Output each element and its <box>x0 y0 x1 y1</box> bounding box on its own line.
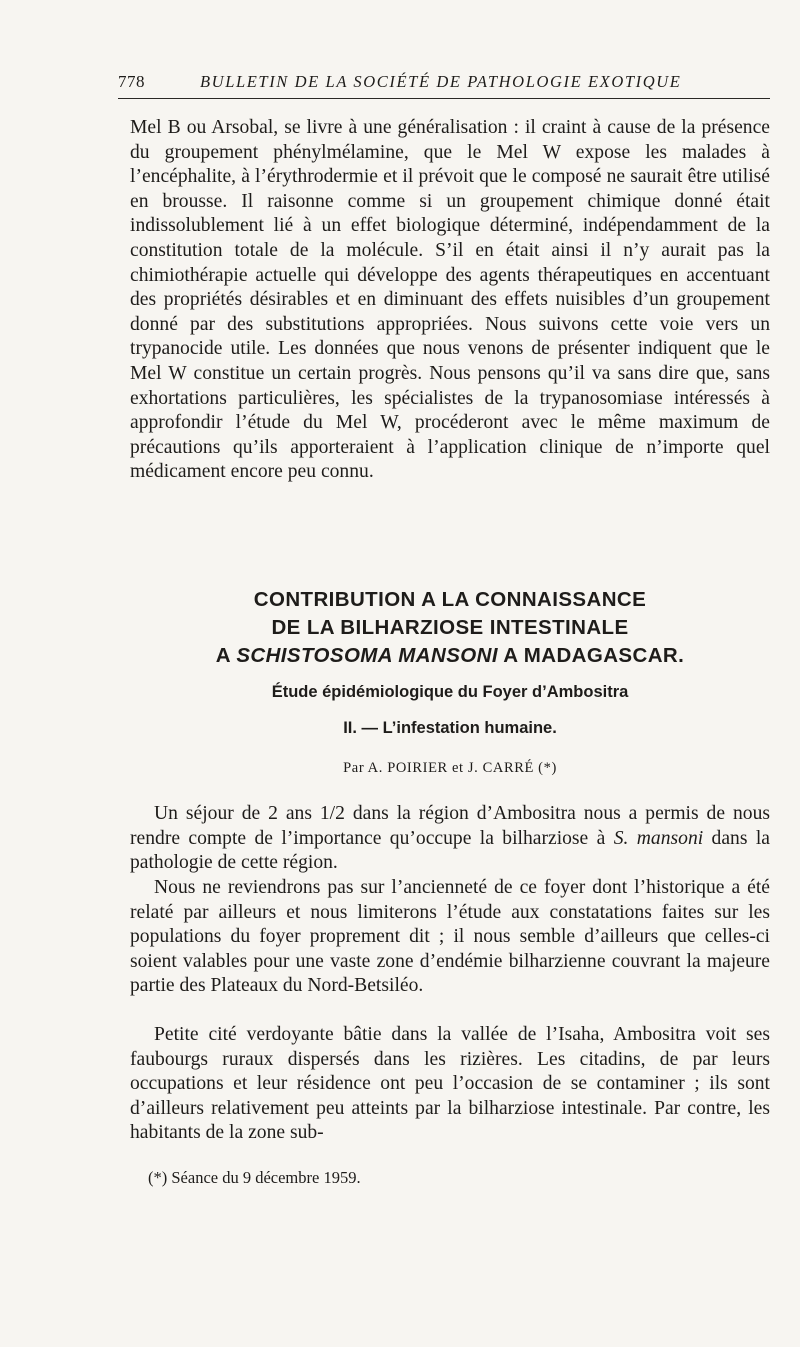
paragraph-1-text-a: Un séjour de 2 ans 1/2 dans la région d’Ambositra nous a permis de nous rendre compte de l’importance qu’occupe la bilharziose à <box>130 803 770 849</box>
continuation-paragraph: Mel B ou Arsobal, se livre à une généralisation : il craint à cause de la présence du groupement phénylmélamine, que le Mel W expose les malades à l’encéphalite, à l’érythrodermie et il prévoit que le composé ne saurait être utilisé en brousse. Il raisonne comme si un groupement chimique donné était indissolublement lié à un effet biologique déterminé, indépendamment de la constitution totale de la molécule. S’il en était ainsi il n’y aurait pas la chimiothérapie actuelle qui développe des agents thérapeutiques en accentuant des propriétés désirables et en diminuant des effets nuisibles d’un groupement donné par des substitutions appropriées. Nous suivons cette voie vers un trypanocide utile. Les données que nous venons de présenter indiquent que le Mel W constitue un certain progrès. Nous pensons qu’il va sans dire que, sans exhortations particulières, les spécialistes de la trypanosomiase intéressés à approfondir l’étude du Mel W, procéderont avec le même maximum de précautions qu’ils apporteraient à l’application clinique de n’importe quel médicament encore peu connu. <box>130 117 770 483</box>
article-part: II. — L’infestation humaine. <box>343 719 557 737</box>
paragraph-1-text-b: dans la pathologie de cette région. <box>130 827 770 874</box>
title-line-3-suffix: A MADAGASCAR. <box>497 644 685 667</box>
article-paragraph-3: Petite cité verdoyante bâtie dans la vallée de l’Isaha, Ambositra voit ses faubourgs ruraux dispersés dans les rizières. Les citadins, de par leurs occupations et leur résidence ont peu l’occasion de se contaminer ; ils sont d’ailleurs relativement peu atteints par la bilharziose intestinale. Par contre, les habitants de la zone sub- <box>130 1024 770 1144</box>
article-title <box>120 586 780 670</box>
species-name: S. mansoni <box>613 827 704 849</box>
title-line-3 <box>120 642 780 670</box>
title-species-name: SCHISTOSOMA MANSONI <box>236 644 498 667</box>
running-header <box>118 70 770 99</box>
title-line-3-prefix: A <box>215 644 237 667</box>
article-authors: Par A. POIRIER et J. CARRÉ (*) <box>343 760 557 776</box>
footnote: (*) Séance du 9 décembre 1959. <box>148 1168 361 1187</box>
article-subtitle: Étude épidémiologique du Foyer d’Ambositra <box>271 683 629 701</box>
title-line-2: DE LA BILHARZIOSE INTESTINALE <box>271 616 629 639</box>
journal-title: BULLETIN DE LA SOCIÉTÉ DE PATHOLOGIE EXOTIQUE <box>200 72 682 91</box>
page-number: 778 <box>118 72 145 91</box>
article-paragraph-2: Nous ne reviendrons pas sur l’ancienneté de ce foyer dont l’historique a été relaté par ailleurs et nous limiterons l’étude aux constatations faites sur les populations du foyer proprement dit ; il nous semble d’ailleurs que celles-ci soient valables pour une vaste zone d’endémie bilharzienne couvrant la majeure partie des Plateaux du Nord-Betsiléo. <box>130 877 770 997</box>
article-paragraph-1 <box>130 802 770 876</box>
title-line-1: CONTRIBUTION A LA CONNAISSANCE <box>253 588 647 611</box>
